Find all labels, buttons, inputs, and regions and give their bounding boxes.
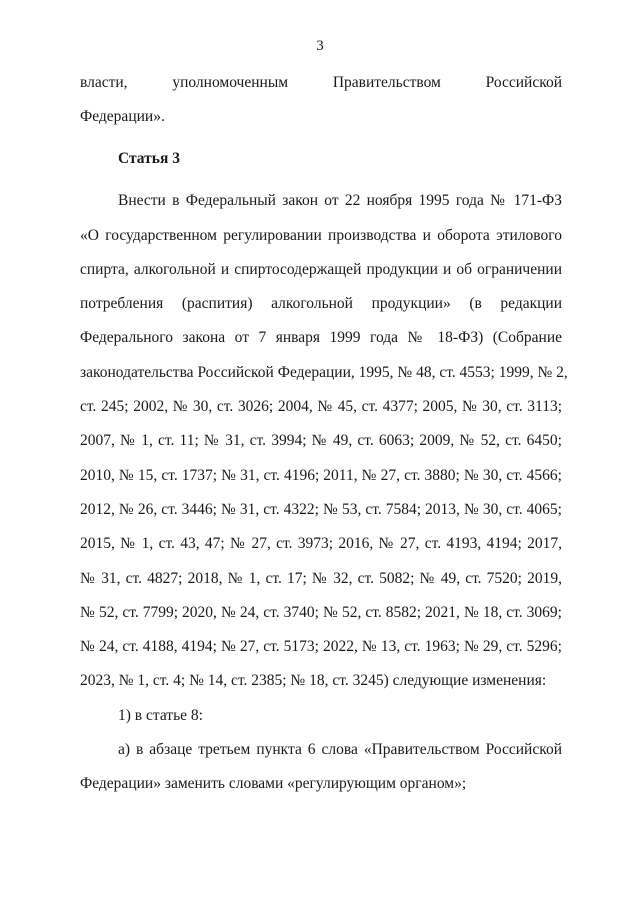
text-line: № 31, ст. 4827; 2018, № 1, ст. 17; № 32, ст. 5082; № 49, ст. 7520; 2019, bbox=[80, 569, 562, 587]
text-line: Федерации» заменить словами «регулирующим органом»; bbox=[80, 775, 467, 793]
text-line: 2010, № 15, ст. 1737; № 31, ст. 4196; 2011, № 27, ст. 3880; № 30, ст. 4566; bbox=[80, 466, 562, 484]
list-item-1: 1) в статье 8: bbox=[118, 706, 203, 724]
text-line: Федерации». bbox=[80, 108, 165, 126]
list-item-1a: а) в абзаце третьем пункта 6 слова «Правительством Российской bbox=[118, 741, 562, 759]
text-line: 2007, № 1, ст. 11; № 31, ст. 3994; № 49, ст. 6063; 2009, № 52, ст. 6450; bbox=[80, 432, 562, 450]
text-line: законодательства Российской Федерации, 1995, № 48, ст. 4553; 1999, № 2, bbox=[80, 363, 568, 381]
text-line: ст. 245; 2002, № 30, ст. 3026; 2004, № 45, ст. 4377; 2005, № 30, ст. 3113; bbox=[80, 398, 562, 416]
text-line: 2012, № 26, ст. 3446; № 31, ст. 4322; № 53, ст. 7584; 2013, № 30, ст. 4065; bbox=[80, 500, 562, 518]
document-body bbox=[80, 73, 568, 809]
article-heading: Статья 3 bbox=[118, 150, 180, 168]
text-line: 2023, № 1, ст. 4; № 14, ст. 2385; № 18, ст. 3245) следующие изменения: bbox=[80, 672, 547, 690]
text-line: власти, уполномоченным Правительством Российской bbox=[80, 74, 562, 91]
text-line: № 52, ст. 7799; 2020, № 24, ст. 3740; № 52, ст. 8582; 2021, № 18, ст. 3069; bbox=[80, 603, 562, 621]
text-line: «О государственном регулировании производства и оборота этилового bbox=[80, 226, 562, 244]
text-line: Внести в Федеральный закон от 22 ноября 1995 года № 171-ФЗ bbox=[118, 192, 562, 210]
page-number: 3 bbox=[316, 38, 324, 54]
text-line: спирта, алкогольной и спиртосодержащей продукции и об ограничении bbox=[80, 260, 562, 278]
text-line: № 24, ст. 4188, 4194; № 27, ст. 5173; 2022, № 13, ст. 1963; № 29, ст. 5296; bbox=[80, 638, 562, 656]
text-line: 2015, № 1, ст. 43, 47; № 27, ст. 3973; 2016, № 27, ст. 4193, 4194; 2017, bbox=[80, 535, 562, 553]
text-line: потребления (распития) алкогольной продукции» (в редакции bbox=[80, 295, 562, 313]
text-line: Федерального закона от 7 января 1999 года № 18-ФЗ) (Собрание bbox=[80, 329, 562, 347]
